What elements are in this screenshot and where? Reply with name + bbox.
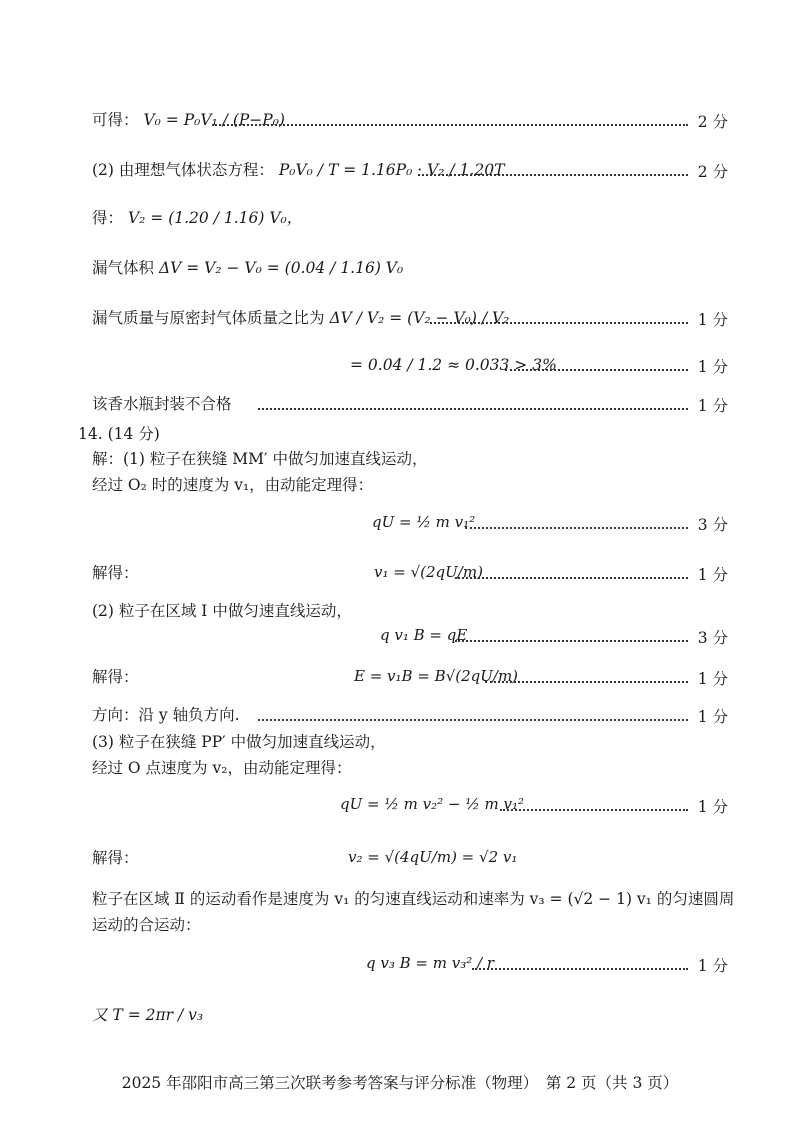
- line-label: 漏气质量与原密封气体质量之比为: [92, 309, 325, 327]
- equation: v₁ = √(2qU/m): [374, 563, 483, 581]
- solution-text: 又 T = 2πr / v₃: [92, 1006, 204, 1024]
- formula: ΔV / V₂ = (V₂ − V₀) / V₂: [329, 309, 510, 327]
- leader-dots: [430, 322, 688, 324]
- answer-line-6: [350, 355, 728, 375]
- leader-dots: [212, 124, 688, 126]
- solution-text: 解：(1) 粒子在狭缝 MM′ 中做匀加速直线运动，: [92, 450, 428, 468]
- leader-dots: [455, 640, 688, 642]
- line-label: (2) 由理想气体状态方程：: [92, 161, 274, 179]
- solution-text: (3) 粒子在狭缝 PP′ 中做匀加速直线运动，: [92, 733, 386, 751]
- score: 1 分: [697, 670, 728, 688]
- leader-dots: [500, 809, 688, 811]
- solution-text: 运动的合运动：: [92, 916, 201, 934]
- line-label: 得：: [92, 209, 124, 227]
- score: 1 分: [697, 957, 728, 975]
- question-heading: 14. (14 分): [78, 425, 160, 443]
- page-footer: 2025 年邵阳市高三第三次联考参考答案与评分标准（物理） 第 2 页（共 3 页）: [121, 1074, 679, 1092]
- formula: V₂ = (1.20 / 1.16) V₀，: [127, 209, 303, 227]
- solution-text: 粒子在区域 Ⅱ 的运动看作是速度为 v₁ 的匀速直线运动和速率为 v₃ = (√2 − 1) v₁ 的匀速圆周: [92, 890, 735, 908]
- equation: qU = ½ m v₂² − ½ m v₁²: [340, 795, 525, 813]
- formula: ΔV = V₂ − V₀ = (0.04 / 1.16) V₀: [158, 259, 404, 277]
- score: 3 分: [697, 629, 728, 647]
- leader-dots: [465, 527, 688, 529]
- score: 1 分: [697, 566, 728, 584]
- equation: v₂ = √(4qU/m) = √2 v₁: [348, 848, 518, 866]
- score: 2 分: [697, 113, 728, 131]
- equation: q v₃ B = m v₃² / r: [366, 954, 495, 972]
- solution-label: 解得：: [92, 668, 139, 686]
- answer-line-4: [92, 258, 728, 278]
- equation: q v₁ B = qE: [380, 626, 468, 644]
- score: 2 分: [697, 163, 728, 181]
- score: 1 分: [697, 708, 728, 726]
- formula: P₀V₀ / T = 1.16P₀ · V₂ / 1.20T: [278, 161, 505, 179]
- answer-line-3: [92, 208, 728, 228]
- equation: E = v₁B = B√(2qU/m): [354, 667, 519, 685]
- solution-text: 经过 O 点速度为 v₂，由动能定理得：: [92, 759, 352, 777]
- score: 1 分: [697, 311, 728, 329]
- conclusion: 该香水瓶封装不合格: [92, 395, 232, 413]
- answer-line-1: [92, 110, 728, 130]
- leader-dots: [418, 174, 688, 176]
- leader-dots: [472, 968, 688, 970]
- leader-dots: [258, 719, 688, 721]
- solution-label: 解得：: [92, 564, 139, 582]
- score: 1 分: [697, 397, 728, 415]
- line-label: 漏气体积: [92, 259, 155, 277]
- equation: qU = ½ m v₁²: [372, 513, 476, 531]
- solution-text: 经过 O₂ 时的速度为 v₁，由动能定理得：: [92, 476, 374, 494]
- score: 1 分: [697, 358, 728, 376]
- solution-text: 方向：沿 y 轴负方向.: [92, 706, 240, 724]
- formula: = 0.04 / 1.2 ≈ 0.033 > 3%: [350, 356, 557, 374]
- answer-line-5: [92, 308, 728, 328]
- score: 3 分: [697, 516, 728, 534]
- answer-line-7: [92, 394, 728, 414]
- leader-dots: [455, 577, 688, 579]
- leader-dots: [258, 408, 688, 410]
- answer-line-2: [92, 160, 728, 180]
- leader-dots: [485, 681, 688, 683]
- leader-dots: [505, 369, 688, 371]
- line-label: 可得：: [92, 111, 139, 129]
- score: 1 分: [697, 798, 728, 816]
- solution-text: (2) 粒子在区域 Ⅰ 中做匀速直线运动，: [92, 602, 352, 620]
- formula: V₀ = P₀V₁ / (P−P₀): [143, 111, 285, 129]
- solution-label: 解得：: [92, 849, 139, 867]
